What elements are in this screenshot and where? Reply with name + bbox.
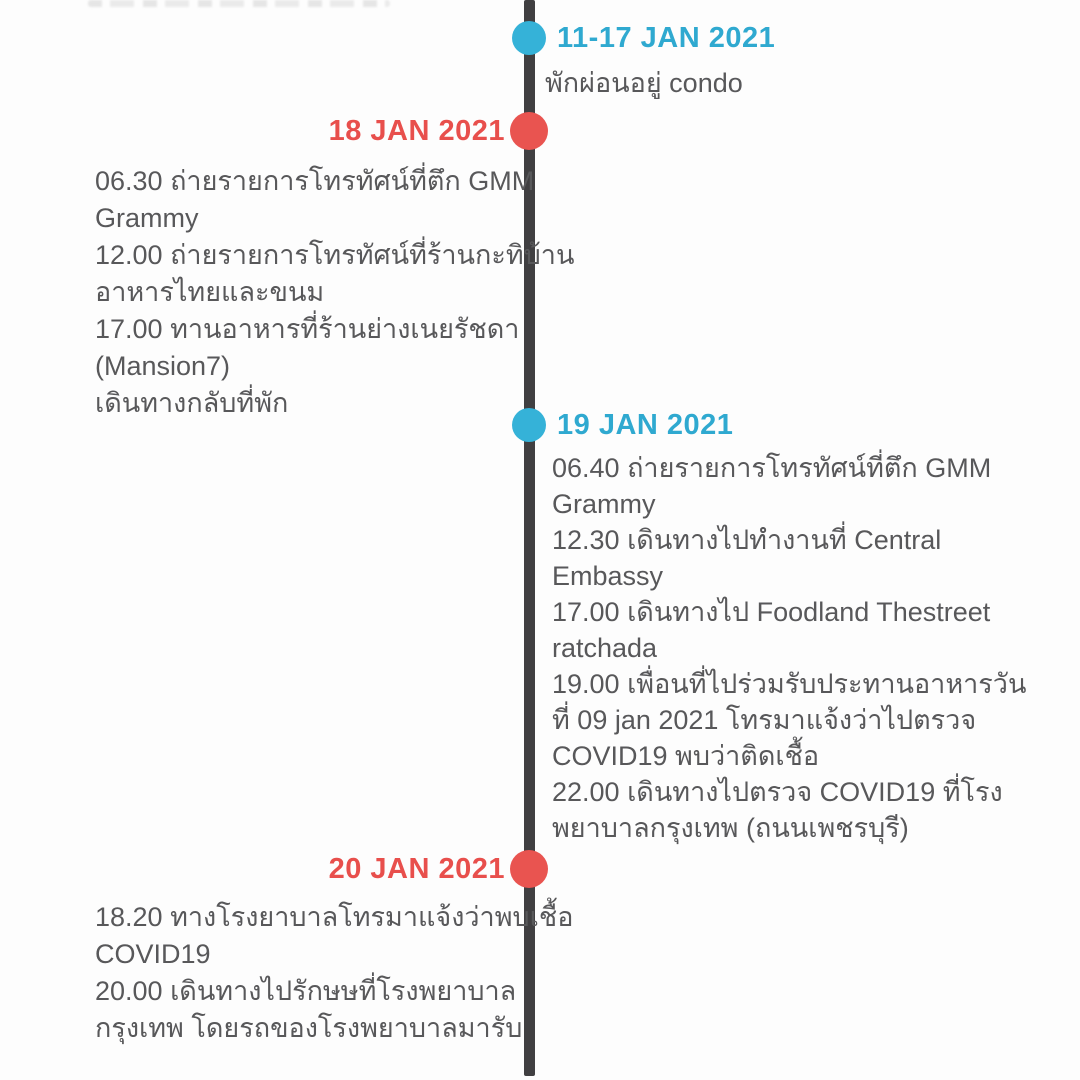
cropped-text-remnant: [88, 0, 390, 7]
entry-body: [545, 64, 1015, 102]
entry-body-line: 22.00 เดินทางไปตรวจ COVID19 ที่โรง: [552, 777, 1003, 807]
entry-body-line: พักผ่อนอยู่ condo: [545, 68, 743, 98]
entry-body-line: Embassy: [552, 561, 664, 591]
entry-body-line: 12.00 ถ่ายรายการโทรทัศน์ที่ร้านกะทิบ้าน: [95, 240, 575, 270]
entry-date: 19 JAN 2021: [557, 409, 734, 441]
entry-body: [95, 899, 574, 1047]
entry-body-line: Grammy: [95, 203, 199, 233]
entry-body-line: อาหารไทยและขนม: [95, 277, 325, 307]
entry-body-line: COVID19: [95, 939, 211, 969]
entry-body-line: 12.30 เดินทางไปทำงานที่ Central: [552, 525, 942, 555]
entry-body-line: 18.20 ทางโรงยาบาลโทรมาแจ้งว่าพบเชื้อ: [95, 902, 574, 932]
entry-body-line: Grammy: [552, 489, 656, 519]
entry-body: [552, 450, 1027, 846]
entry-body-line: 06.30 ถ่ายรายการโทรทัศน์ที่ตึก GMM: [95, 166, 535, 196]
entry-body-line: พยาบาลกรุงเทพ (ถนนเพชรบุรี): [552, 813, 909, 843]
entry-body-line: COVID19 พบว่าติดเชื้อ: [552, 741, 820, 771]
entry-body: [95, 163, 575, 422]
entry-body-line: 17.00 ทานอาหารที่ร้านย่างเนยรัชดา: [95, 314, 520, 344]
entry-body-line: 20.00 เดินทางไปรักษษที่โรงพยาบาล: [95, 976, 517, 1006]
entry-date: 11-17 JAN 2021: [557, 22, 776, 54]
entry-body-line: 17.00 เดินทางไป Foodland Thestreet: [552, 597, 991, 627]
timeline-dot-icon: [510, 850, 548, 888]
entry-body-line: 06.40 ถ่ายรายการโทรทัศน์ที่ตึก GMM: [552, 453, 992, 483]
timeline-dot-icon: [512, 21, 546, 55]
timeline-dot-icon: [512, 408, 546, 442]
entry-body-line: ratchada: [552, 633, 658, 663]
entry-body-line: กรุงเทพ โดยรถของโรงพยาบาลมารับ: [95, 1013, 523, 1043]
entry-body-line: (Mansion7): [95, 351, 231, 381]
entry-body-line: ที่ 09 jan 2021 โทรมาแจ้งว่าไปตรวจ: [552, 705, 977, 735]
entry-body-line: 19.00 เพื่อนที่ไปร่วมรับประทานอาหารวัน: [552, 669, 1027, 699]
entry-body-line: เดินทางกลับที่พัก: [95, 388, 289, 418]
entry-date: 20 JAN 2021: [328, 853, 505, 885]
timeline-dot-icon: [510, 112, 548, 150]
entry-date: 18 JAN 2021: [328, 115, 505, 147]
